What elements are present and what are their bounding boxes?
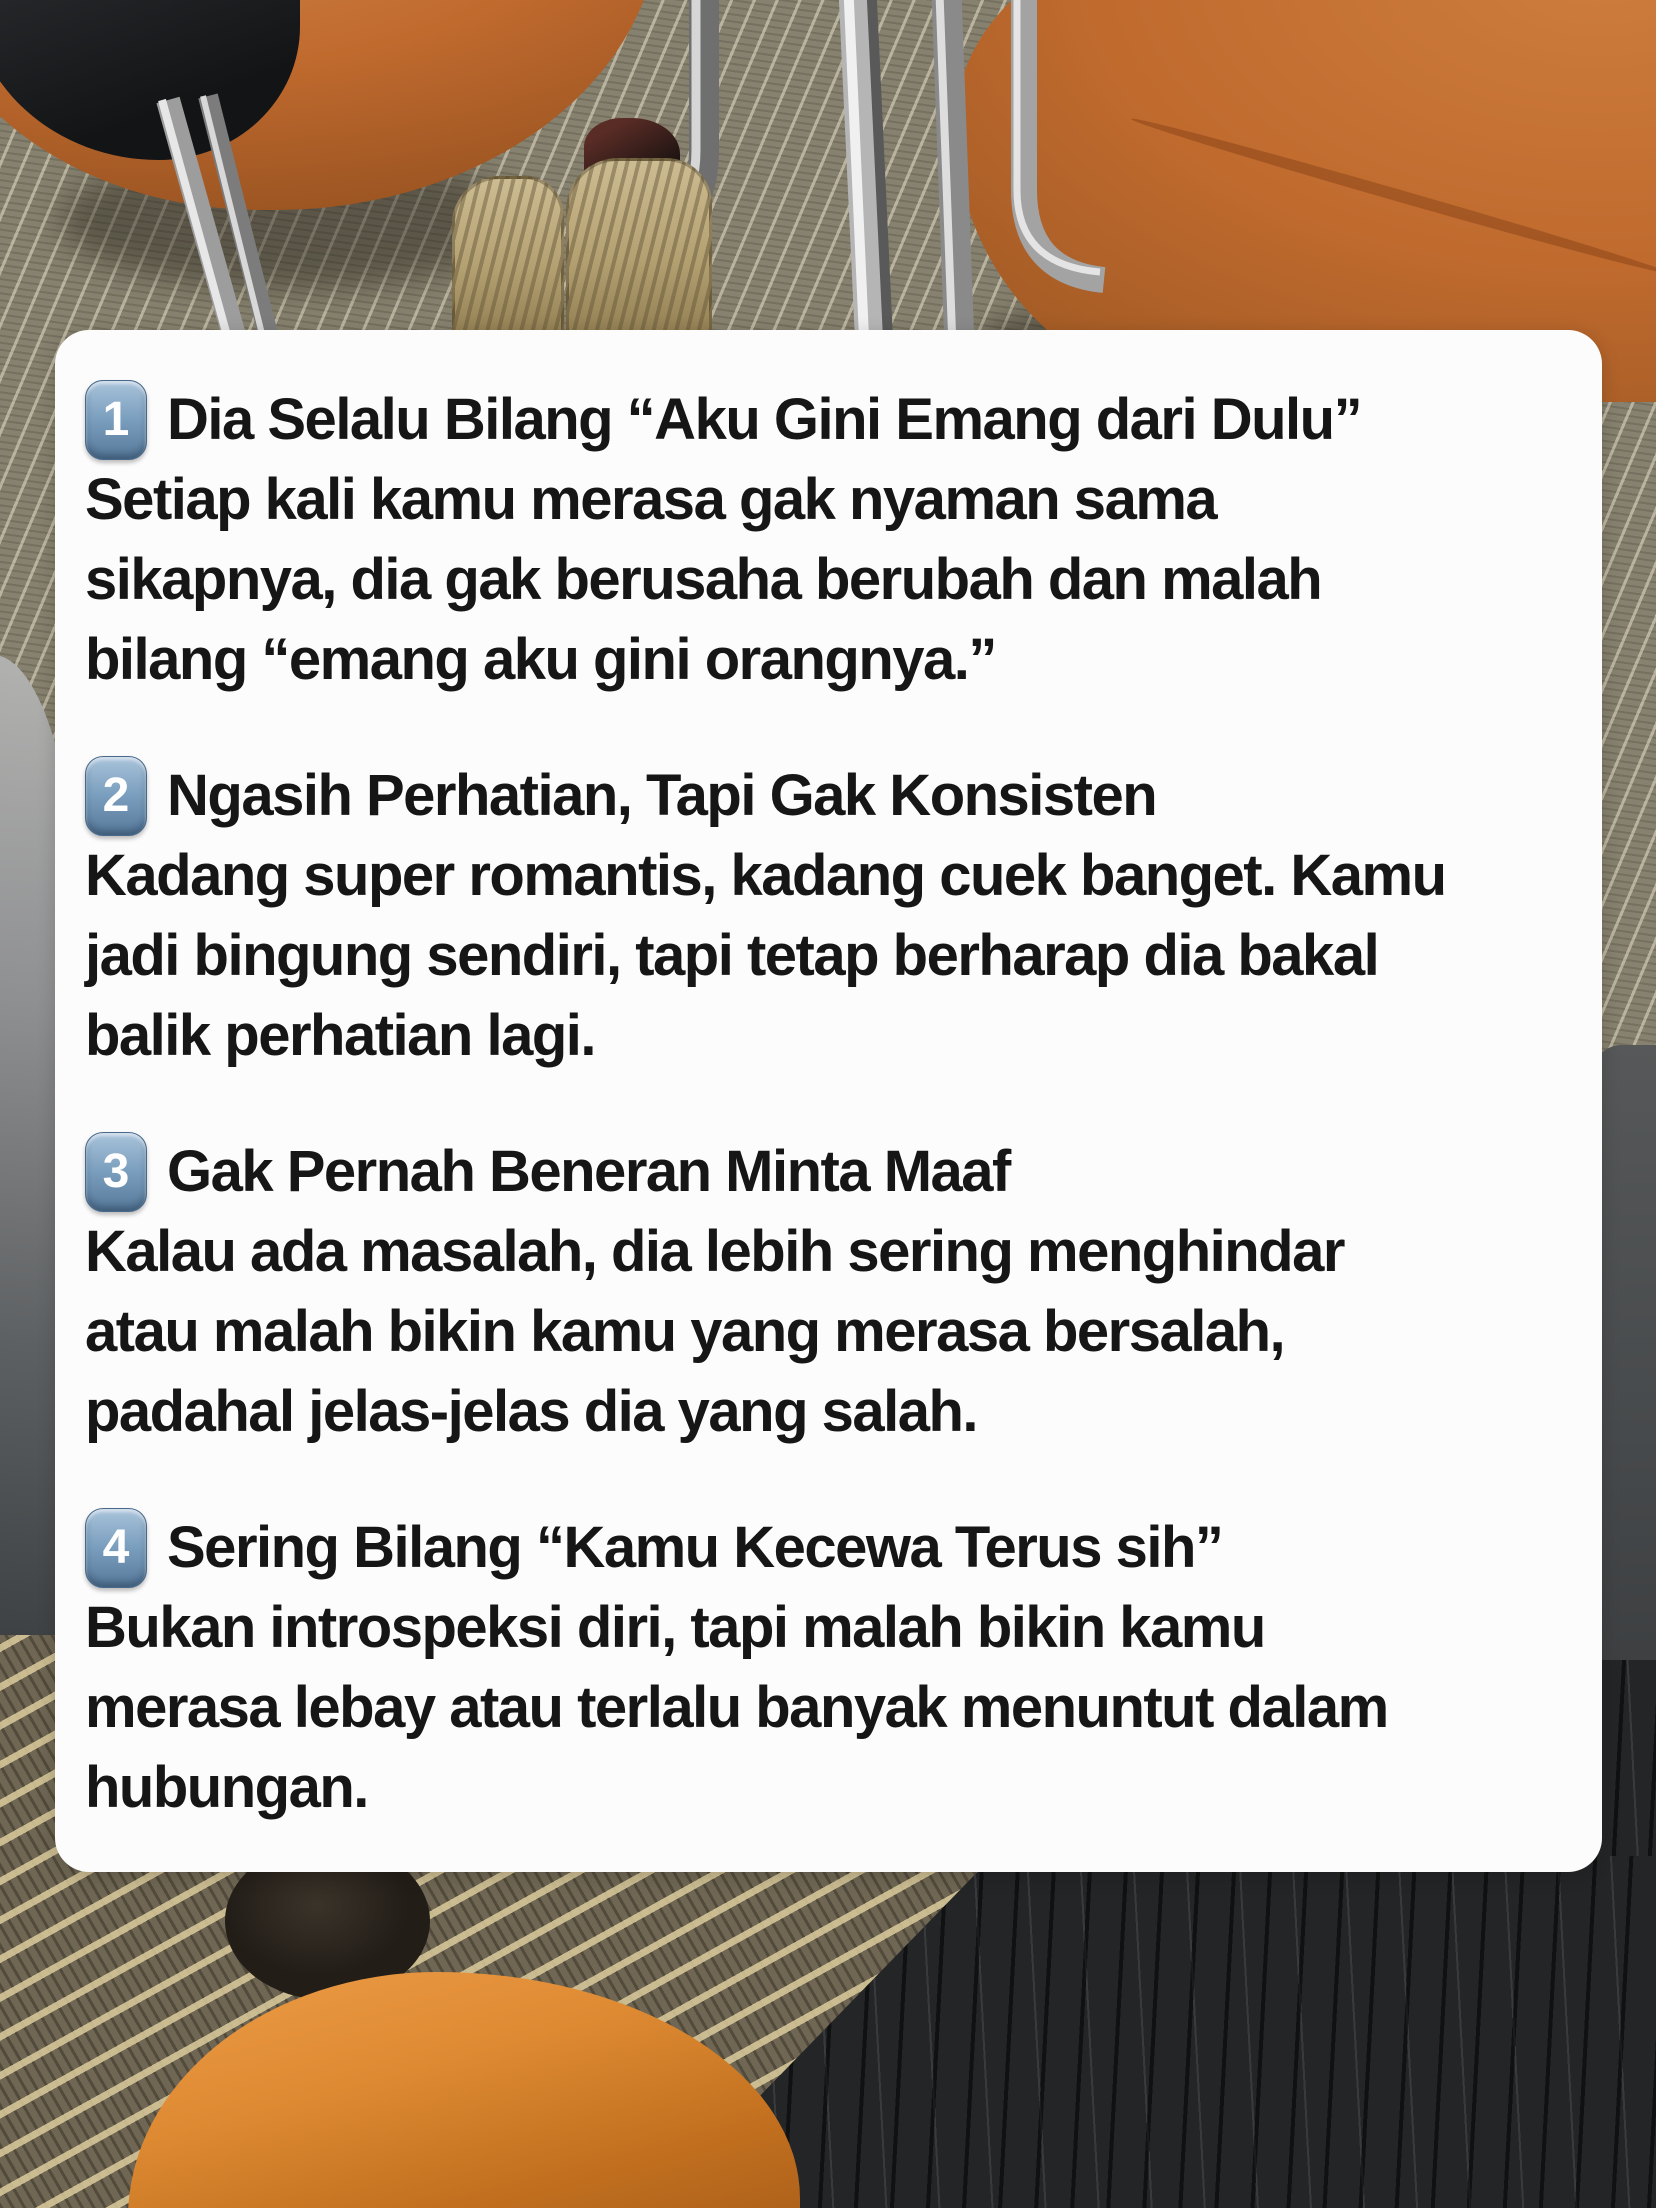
section-heading-text: Dia Selalu Bilang “Aku Gini Emang dari Dulu” (167, 387, 1362, 452)
section-body (85, 836, 1578, 1076)
section-heading-text: Ngasih Perhatian, Tapi Gak Konsisten (167, 763, 1157, 828)
body-line: bilang “emang aku gini orangnya.” (85, 627, 996, 692)
section-heading (85, 1132, 1578, 1212)
keycap-number-icon: 4 (85, 1508, 147, 1588)
section-heading (85, 1508, 1578, 1588)
wedge-heel-shoe (452, 176, 564, 346)
section-body (85, 460, 1578, 700)
body-line: jadi bingung sendiri, tapi tetap berharap dia bakal (85, 923, 1379, 988)
list-section (85, 380, 1578, 700)
body-line: hubungan. (85, 1755, 368, 1820)
card-sections (85, 380, 1578, 1828)
body-line: padahal jelas-jelas dia yang salah. (85, 1379, 978, 1444)
body-line: sikapnya, dia gak berusaha berubah dan malah (85, 547, 1322, 612)
body-line: balik perhatian lagi. (85, 1003, 595, 1068)
section-body (85, 1588, 1578, 1828)
keycap-number-icon: 3 (85, 1132, 147, 1212)
section-body (85, 1212, 1578, 1452)
body-line: Bukan introspeksi diri, tapi malah bikin kamu (85, 1595, 1265, 1660)
body-line: Kalau ada masalah, dia lebih sering menghindar (85, 1219, 1344, 1284)
list-section (85, 756, 1578, 1076)
wedge-heel-shoe (566, 158, 712, 346)
section-heading-text: Gak Pernah Beneran Minta Maaf (167, 1139, 1010, 1204)
keycap-number-icon: 1 (85, 380, 147, 460)
chrome-chair-legs (0, 0, 1656, 360)
body-line: Setiap kali kamu merasa gak nyaman sama (85, 467, 1217, 532)
body-line: merasa lebay atau terlalu banyak menuntut dalam (85, 1675, 1388, 1740)
list-section (85, 1132, 1578, 1452)
section-heading (85, 380, 1578, 460)
list-section (85, 1508, 1578, 1828)
section-heading (85, 756, 1578, 836)
text-card (55, 330, 1602, 1872)
body-line: atau malah bikin kamu yang merasa bersalah, (85, 1299, 1285, 1364)
section-heading-text: Sering Bilang “Kamu Kecewa Terus sih” (167, 1515, 1223, 1580)
body-line: Kadang super romantis, kadang cuek banget. Kamu (85, 843, 1446, 908)
keycap-number-icon: 2 (85, 756, 147, 836)
